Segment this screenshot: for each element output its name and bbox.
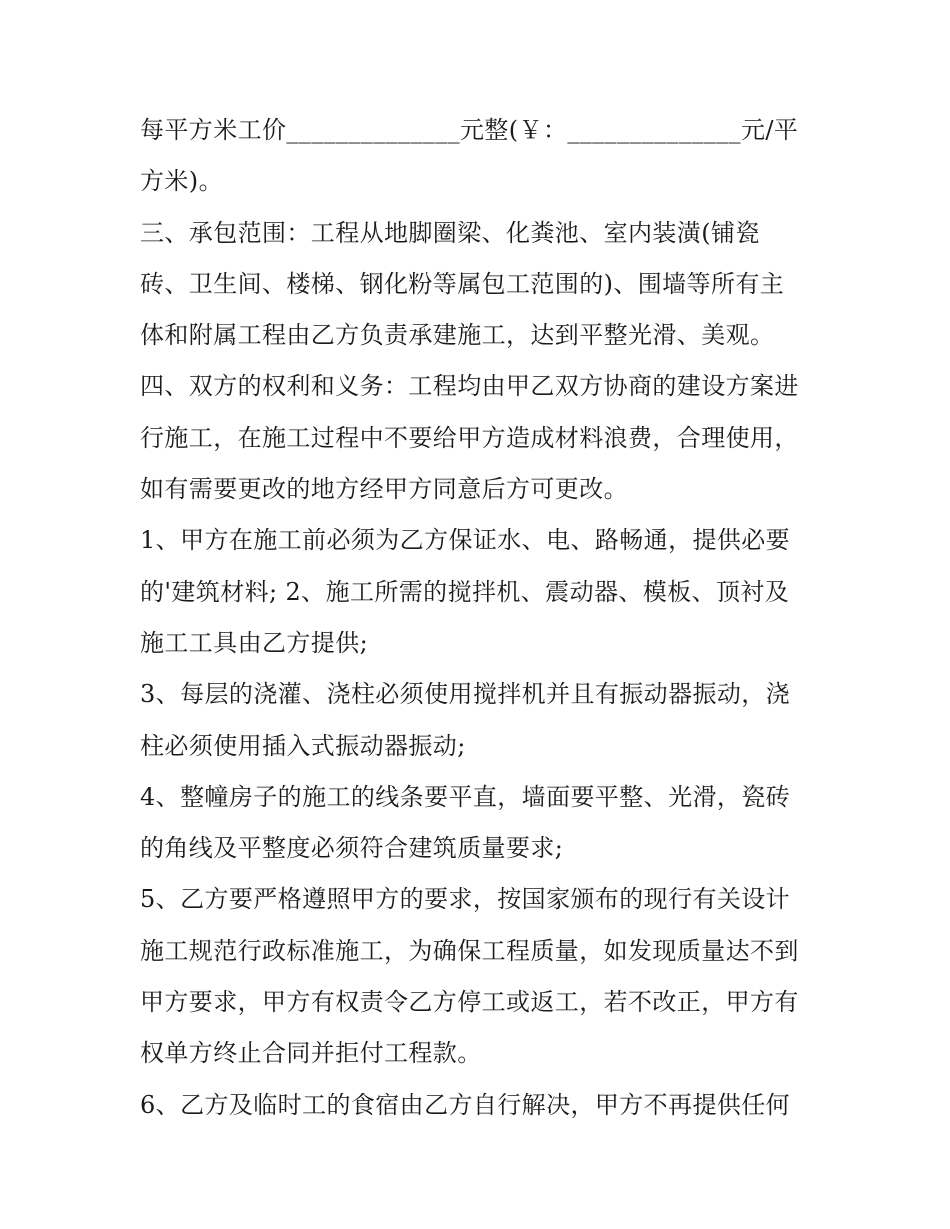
text-line: 施工工具由乙方提供; — [140, 628, 369, 657]
text-line: 体和附属工程由乙方负责承建施工，达到平整光滑、美观。 — [140, 321, 775, 350]
text-line: 4、整幢房子的施工的线条要平直，墙面要平整、光滑，瓷砖 — [140, 782, 791, 811]
document-body — [140, 105, 820, 1131]
text-line: 四、双方的权利和义务：工程均由甲乙双方协商的建设方案进 — [140, 372, 799, 401]
text-line: 砖、卫生间、楼梯、钢化粉等属包工范围的)、围墙等所有主 — [140, 269, 785, 298]
text-line: 如有需要更改的地方经甲方同意后方可更改。 — [140, 475, 628, 504]
text-line: 甲方要求，甲方有权责令乙方停工或返工，若不改正，甲方有 — [140, 988, 799, 1017]
text-line: 的'建筑材料; 2、施工所需的搅拌机、震动器、模板、顶衬及 — [140, 577, 790, 606]
text-line: 柱必须使用插入式振动器振动; — [140, 731, 466, 760]
text-line: 行施工，在施工过程中不要给甲方造成材料浪费，合理使用， — [140, 423, 799, 452]
text-line: 权单方终止合同并拒付工程款。 — [140, 1039, 482, 1068]
text-line: 5、乙方要严格遵照甲方的要求，按国家颁布的现行有关设计 — [140, 885, 791, 914]
text-line: 方米)。 — [140, 167, 223, 196]
text-line: 的角线及平整度必须符合建筑质量要求; — [140, 834, 564, 863]
text-line: 三、承包范围：工程从地脚圈梁、化粪池、室内装潢(铺瓷 — [140, 218, 760, 247]
text-line: 3、每层的浇灌、浇柱必须使用搅拌机并且有振动器振动，浇 — [140, 680, 791, 709]
text-line: 施工规范行政标准施工，为确保工程质量，如发现质量达不到 — [140, 936, 799, 965]
text-line: 每平方米工价______________元整(￥：______________元/平 — [140, 116, 799, 144]
text-line: 6、乙方及临时工的食宿由乙方自行解决，甲方不再提供任何 — [140, 1090, 791, 1119]
text-line: 1、甲方在施工前必须为乙方保证水、电、路畅通，提供必要 — [140, 526, 791, 555]
